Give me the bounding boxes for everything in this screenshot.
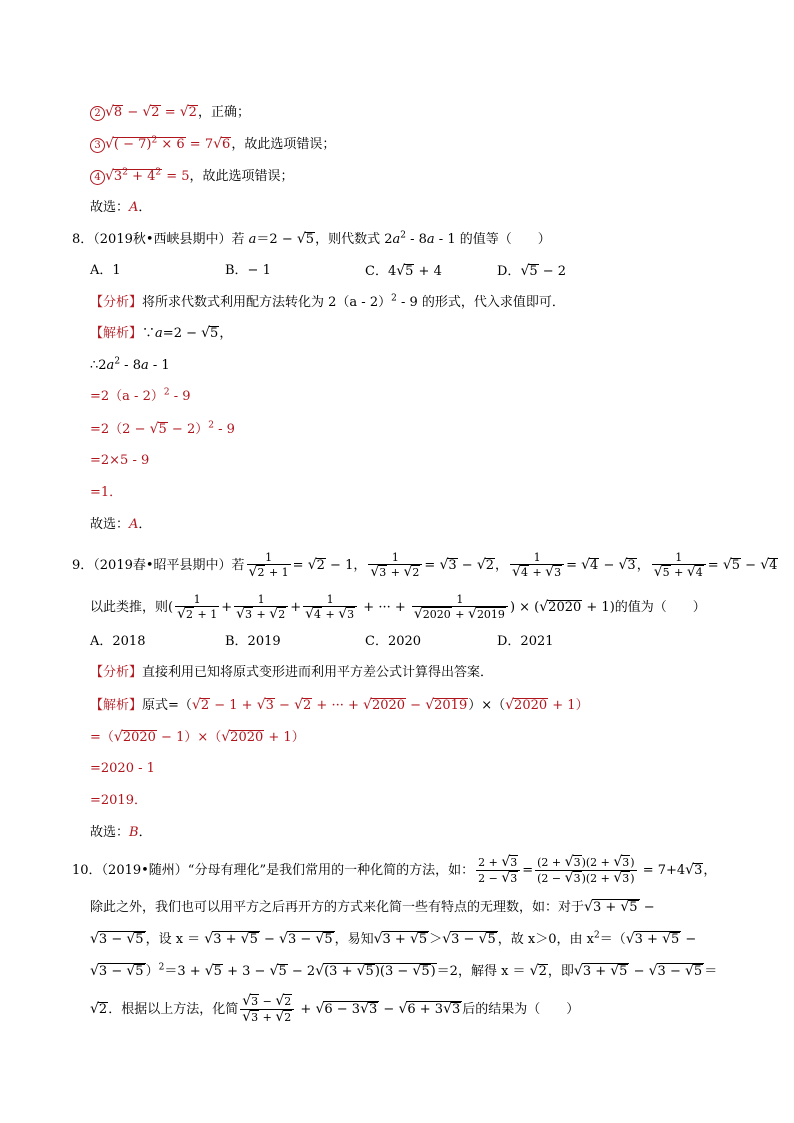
item-number-4: 4 [90, 170, 105, 185]
q10-line5: √2．根据以上方法，化简 $\frac{√3 - √2}{√3 + √2}$ + √6 − 3√3 − √6 + 3√3 后的结果为（ ） [90, 993, 580, 1025]
prev-item-3: 3 √( − 7)$^2$ × 6 = 7√6，故此选项错误； [90, 135, 335, 154]
q9-solution-1: 【解析】原式=（√2 − 1 + √3 − √2 + ··· + √2020 − √2019）×（√2020 + 1） [90, 697, 589, 713]
item-number-3: 3 [90, 138, 105, 153]
solution-tag: 【解析】 [90, 698, 143, 713]
solution-tag: 【解析】 [90, 326, 143, 341]
q9-solution-3: =2020 - 1 [90, 761, 155, 776]
q9-solution-4: =2019． [90, 793, 147, 808]
q9-option-b: B．2019 [225, 634, 281, 649]
item-number-2: 2 [90, 106, 105, 121]
q10-line4: √3 − √5 ）$^2$＝3 + √5 + 3 − √5 − 2√(3 + √5)(3 − √5)＝2，解得 x ＝ √2，即√3 + √5 − √3 − √5 ＝ [90, 962, 718, 979]
prev-answer: 故选：A． [90, 200, 152, 215]
q8-analysis: 【分析】将所求代数式利用配方法转化为 2（a - 2）$^2$ - 9 的形式，代入求值即可． [90, 293, 565, 310]
q10-line3: √3 − √5 ，设 x ＝ √3 + √5 − √3 − √5 ，易知√3 + √5 ＞√3 − √5 ，故 x＞0，由 $x^2=(√3 + √5$ − [90, 930, 697, 947]
prev-item-4: 4 $√3^2 + 4^2 = 5$，故此选项错误； [90, 167, 294, 186]
q8-option-a: A．1 [90, 263, 121, 278]
q8-solution-6: =1． [90, 485, 123, 500]
q8-option-d: D．√5 − 2 [497, 263, 567, 279]
prev-item-2: 2 √8 − √2 = √2，正确； [90, 103, 250, 122]
q8-solution-1: 【解析】∵a=2 − √5， [90, 325, 233, 341]
analysis-tag: 【分析】 [90, 665, 143, 680]
q9-option-a: A．2018 [90, 634, 146, 649]
q9-option-c: C．2020 [365, 634, 422, 649]
q10-line2: 除此之外，我们也可以用平方之后再开方的方式来化简一些有特点的无理数，如：对于√3 + √5 − [90, 899, 655, 915]
q10-stem: 10．（2019•随州）“分母有理化”是我们常用的一种化简的方法，如： $\frac{2 + √3}{2 - √3}$ = $\frac{(2 + √3)(2 + √3)}{(2 - √3)(2 + √3)}$ = 7+4√3， [72, 854, 717, 886]
q8-option-b: B．− 1 [225, 263, 271, 278]
q8-answer: 故选：A． [90, 517, 152, 532]
q8-solution-2: $\therefore 2a^2 - 8a - 1$ [90, 356, 170, 373]
q9-option-d: D．2021 [497, 634, 554, 649]
q8-solution-5: =2×5 - 9 [90, 453, 150, 468]
q8-option-c: C．4√5 + 4 [365, 263, 442, 279]
q8-stem: 8．（2019秋•西峡县期中）若 a＝2 − √5，则代数式 $2a^2 - 8a - 1$ 的值等（ ） [72, 230, 551, 247]
q8-solution-3: =2（a - 2）$^2$ - 9 [90, 387, 191, 404]
q9-analysis: 【分析】直接利用已知将原式变形进而利用平方差公式计算得出答案． [90, 665, 494, 680]
q9-answer: 故选：B． [90, 825, 152, 840]
q9-stem: 9．（2019春•昭平县期中）若 $\frac{1}{√2 + 1}$ = √2 − 1， $\frac{1}{√3 + √2}$ = √3 − √2， $\frac{1}{√4 + √3}$ = √4 − √3， $\frac{1}{√5 + √4}$ = √5 − √4 [72, 551, 778, 580]
q9-stem-line2: 以此类推，则( $\frac{1}{√2 + 1}$ + $\frac{1}{√3 + √2}$ + $\frac{1}{√4 + √3}$ + ··· + $\frac{1}{√2020 + √2019}$ ) × (√2020 + 1)的值为（ ） [90, 593, 706, 622]
analysis-tag: 【分析】 [90, 295, 143, 310]
q9-solution-2: =（√2020 − 1）×（√2020 + 1） [90, 729, 305, 745]
q8-solution-4: $=2(2 - √5 - 2)^2 - 9$ [90, 420, 235, 437]
